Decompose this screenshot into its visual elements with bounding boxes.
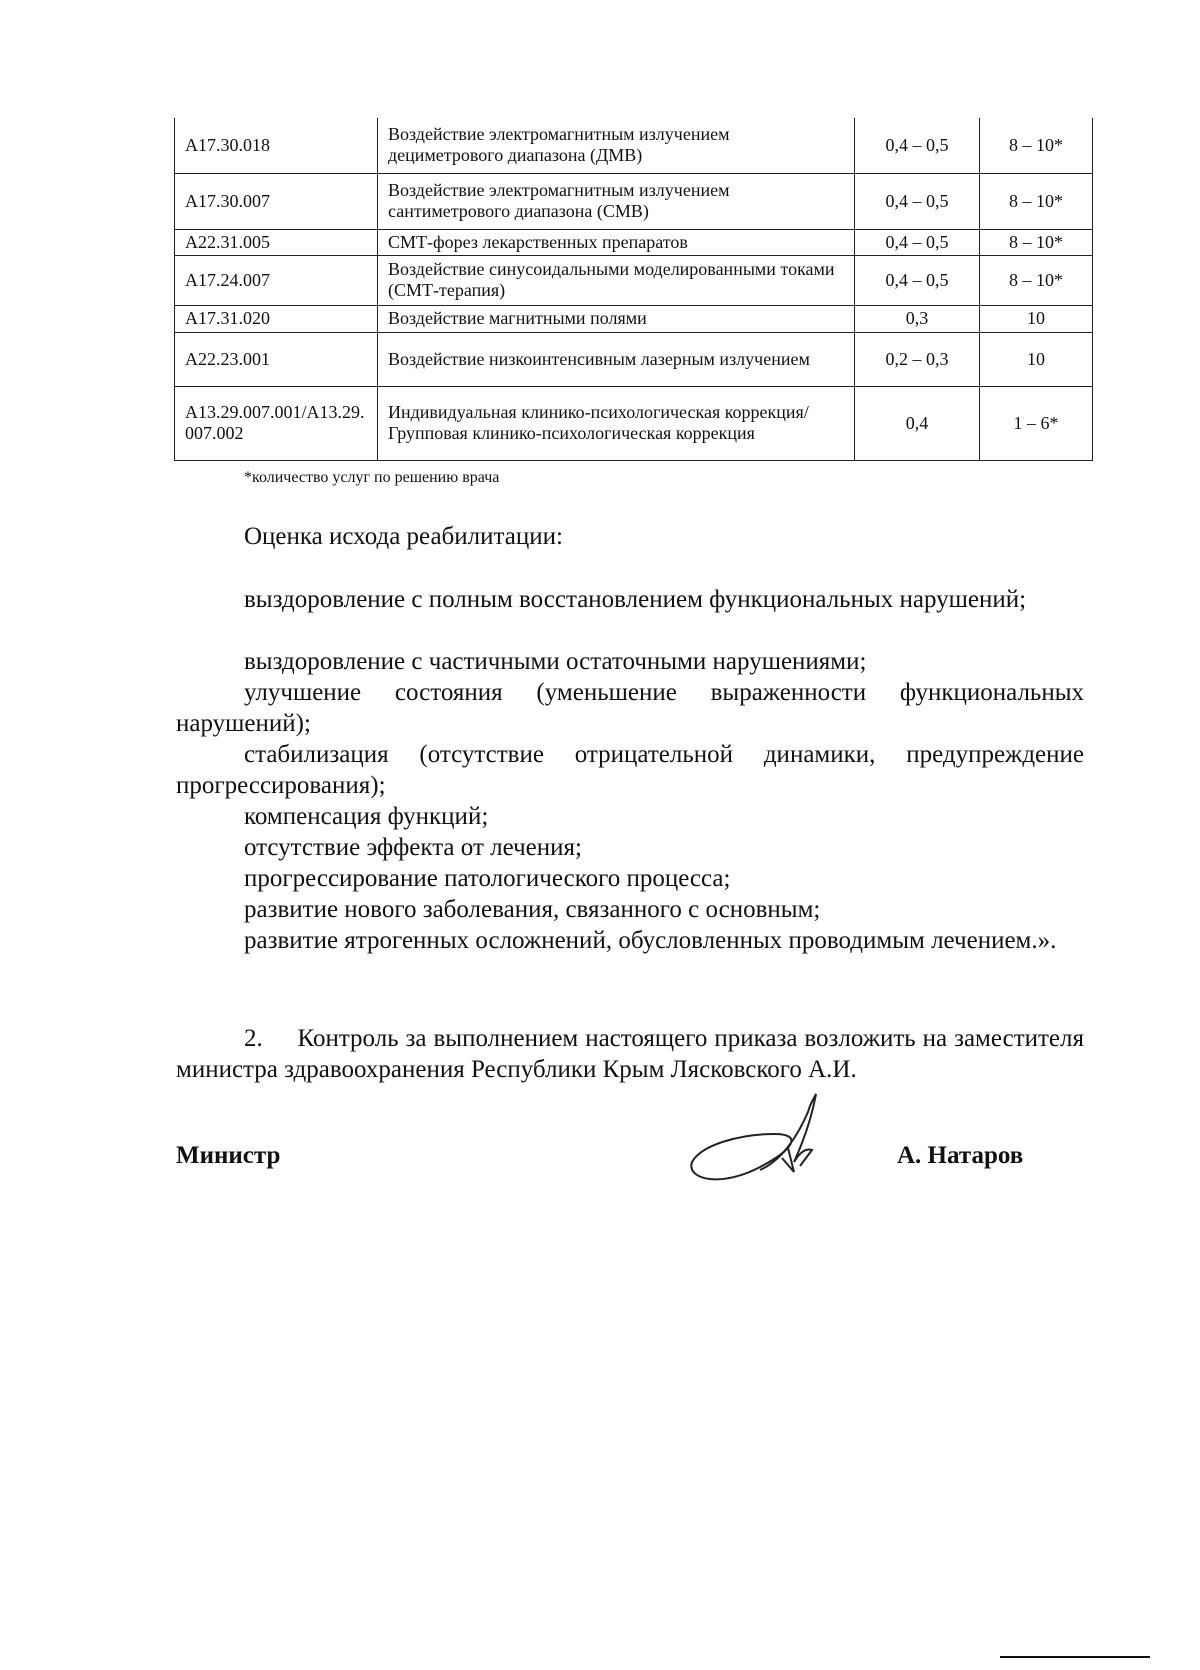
clause-text: Контроль за выполнением настоящего приказа возложить на заместителя министра здравоохранения Республики Крым Лясковского А.И. bbox=[176, 1025, 1084, 1083]
table-row bbox=[175, 173, 1093, 229]
outcome-item: развитие нового заболевания, связанного с основным; bbox=[244, 896, 821, 923]
service-multiplicity: 0,3 bbox=[855, 305, 980, 332]
service-multiplicity: 0,4 – 0,5 bbox=[855, 255, 980, 305]
table-row bbox=[175, 386, 1093, 460]
service-multiplicity: 0,4 bbox=[855, 386, 980, 460]
clause-number: 2. bbox=[244, 1025, 263, 1052]
service-count: 8 – 10* bbox=[980, 255, 1093, 305]
service-count: 10 bbox=[980, 305, 1093, 332]
service-code: A17.30.007 bbox=[175, 173, 378, 229]
service-code: A22.23.001 bbox=[175, 332, 378, 386]
outcome-item: отсутствие эффекта от лечения; bbox=[244, 834, 582, 861]
table-row bbox=[175, 255, 1093, 305]
service-count: 1 – 6* bbox=[980, 386, 1093, 460]
service-name: Индивидуальная клинико-психологическая коррекция/Групповая клинико-психологическая коррекция bbox=[378, 386, 855, 460]
table-row bbox=[175, 305, 1093, 332]
table-row bbox=[175, 332, 1093, 386]
outcome-heading: Оценка исхода реабилитации: bbox=[244, 523, 563, 550]
table-row bbox=[175, 118, 1093, 173]
service-count: 8 – 10* bbox=[980, 229, 1093, 255]
outcome-item: компенсация функций; bbox=[244, 803, 489, 830]
service-name: Воздействие синусоидальными моделированными токами (СМТ-терапия) bbox=[378, 255, 855, 305]
signer-name: А. Натаров bbox=[897, 1142, 1024, 1169]
service-code: A17.24.007 bbox=[175, 255, 378, 305]
signer-role: Министр bbox=[176, 1142, 281, 1169]
service-name: СМТ-форез лекарственных препаратов bbox=[378, 229, 855, 255]
service-code: A13.29.007.001/A13.29.007.002 bbox=[175, 386, 378, 460]
outcome-item: выздоровление с частичными остаточными нарушениями; bbox=[244, 648, 867, 675]
table-row bbox=[175, 229, 1093, 255]
outcome-item: выздоровление с полным восстановлением функциональных нарушений; bbox=[244, 586, 1027, 613]
service-multiplicity: 0,4 – 0,5 bbox=[855, 118, 980, 173]
service-code: A17.31.020 bbox=[175, 305, 378, 332]
service-name: Воздействие низкоинтенсивным лазерным излучением bbox=[378, 332, 855, 386]
service-name: Воздействие электромагнитным излучением дециметрового диапазона (ДМВ) bbox=[378, 118, 855, 173]
table-footnote: *количество услуг по решению врача bbox=[244, 469, 500, 486]
service-count: 8 – 10* bbox=[980, 173, 1093, 229]
clause-2 bbox=[176, 1023, 1084, 1085]
service-count: 10 bbox=[980, 332, 1093, 386]
footer-rule bbox=[1000, 1656, 1150, 1658]
service-multiplicity: 0,4 – 0,5 bbox=[855, 229, 980, 255]
handwritten-signature bbox=[682, 1092, 842, 1192]
service-count: 8 – 10* bbox=[980, 118, 1093, 173]
service-code: A17.30.018 bbox=[175, 118, 378, 173]
service-multiplicity: 0,2 – 0,3 bbox=[855, 332, 980, 386]
service-name: Воздействие магнитными полями bbox=[378, 305, 855, 332]
outcome-item: улучшение состояния (уменьшение выраженности функциональных нарушений); bbox=[176, 679, 1084, 737]
service-multiplicity: 0,4 – 0,5 bbox=[855, 173, 980, 229]
outcome-item: стабилизация (отсутствие отрицательной динамики, предупреждение прогрессирования); bbox=[176, 741, 1084, 799]
service-code: A22.31.005 bbox=[175, 229, 378, 255]
outcome-item: развитие ятрогенных осложнений, обусловленных проводимым лечением.». bbox=[244, 927, 1057, 954]
service-name: Воздействие электромагнитным излучением сантиметрового диапазона (СМВ) bbox=[378, 173, 855, 229]
outcome-item: прогрессирование патологического процесса; bbox=[244, 865, 731, 892]
services-table bbox=[174, 118, 1093, 461]
